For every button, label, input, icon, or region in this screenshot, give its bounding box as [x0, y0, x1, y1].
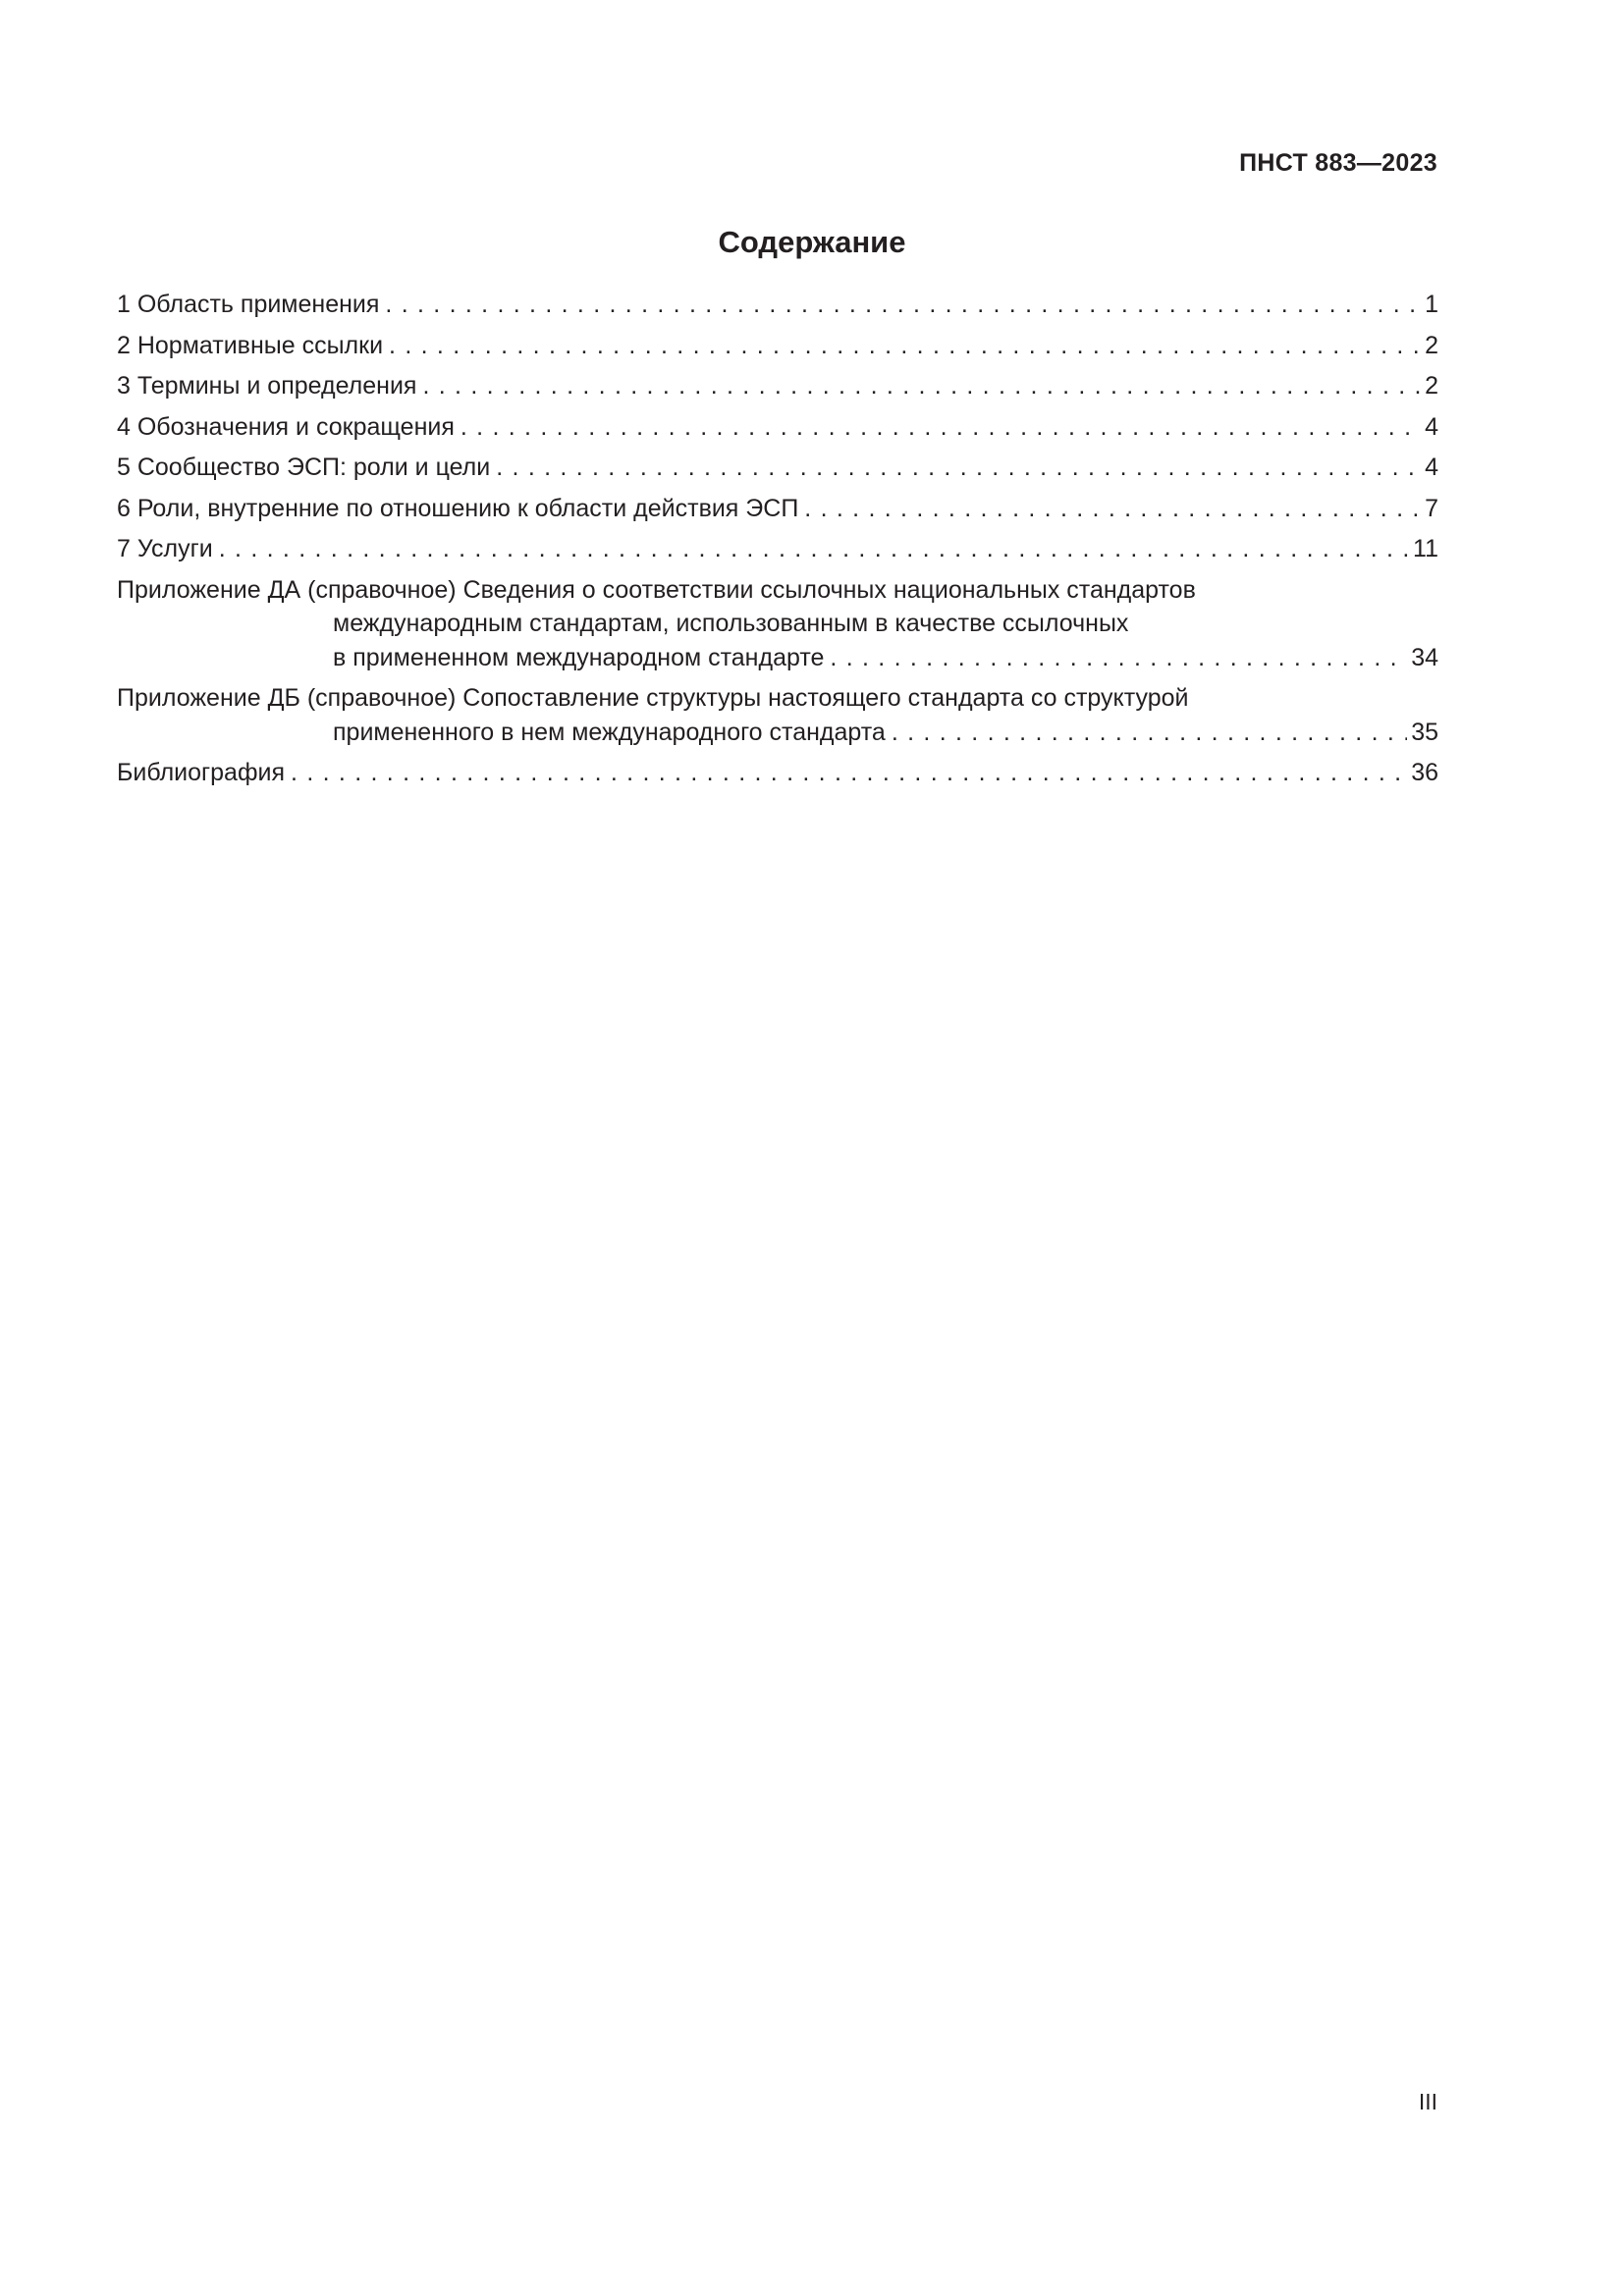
dot-leader — [830, 641, 1407, 675]
toc-entry-scope[interactable] — [117, 288, 1438, 322]
toc-page-number: 1 — [1425, 291, 1438, 318]
toc-entry-label: 4 Обозначения и сокращения — [117, 412, 455, 441]
toc-entry-label: 7 Услуги — [117, 535, 213, 562]
toc-entry-community[interactable] — [117, 451, 1438, 485]
toc-entry-label: 2 Нормативные ссылки — [117, 331, 384, 359]
toc-page-number: 2 — [1425, 372, 1438, 400]
dot-leader — [892, 716, 1407, 750]
toc-entry-internal-roles[interactable] — [117, 492, 1438, 526]
toc-entry-terms[interactable] — [117, 369, 1438, 403]
toc-entry-label: 1 Область применения — [117, 291, 380, 318]
toc-title: Содержание — [718, 225, 906, 259]
document-code: ПНСТ 883—2023 — [1239, 149, 1437, 177]
toc-entry-label: 5 Сообщество ЭСП: роли и цели — [117, 454, 491, 481]
toc-page-number: 34 — [1411, 643, 1438, 671]
table-of-contents — [117, 288, 1438, 797]
toc-entry-bibliography[interactable] — [117, 756, 1438, 790]
toc-entry-normative-references[interactable] — [117, 329, 1438, 363]
toc-entry-label: Библиография — [117, 759, 286, 786]
toc-entry-label: в примененном международном стандарте — [333, 643, 825, 671]
dot-leader — [385, 288, 1421, 322]
dot-leader — [389, 329, 1421, 363]
dot-leader — [460, 410, 1421, 445]
toc-page-number: 4 — [1425, 454, 1438, 481]
toc-entry-appendix-da[interactable] — [117, 573, 1438, 675]
toc-page-number: 2 — [1425, 331, 1438, 359]
dot-leader — [496, 451, 1421, 485]
toc-entry-label: 3 Термины и определения — [117, 372, 417, 400]
toc-entry-appendix-db[interactable] — [117, 681, 1438, 749]
toc-entry-label: 6 Роли, внутренние по отношению к области действия ЭСП — [117, 494, 799, 522]
toc-page-number: 35 — [1411, 718, 1438, 746]
toc-page-number: 7 — [1425, 494, 1438, 522]
toc-entry-abbreviations[interactable] — [117, 410, 1438, 445]
dot-leader — [804, 492, 1421, 526]
toc-entry-label: международным стандартам, использованным в качестве ссылочных — [333, 610, 1129, 637]
dot-leader — [219, 532, 1409, 566]
toc-page-number: 4 — [1425, 412, 1438, 441]
toc-entry-label: Приложение ДА (справочное) Сведения о соответствии ссылочных национальных стандартов — [117, 575, 1196, 604]
toc-entry-label: Приложение ДБ (справочное) Сопоставление структуры настоящего стандарта со структурой — [117, 684, 1189, 712]
toc-page-number: 36 — [1411, 759, 1438, 786]
dot-leader — [291, 756, 1407, 790]
toc-entry-label: примененного в нем международного стандарта — [333, 718, 886, 746]
dot-leader — [422, 369, 1421, 403]
toc-page-number: 11 — [1413, 535, 1438, 562]
page-number: III — [1418, 2089, 1437, 2114]
toc-entry-services[interactable] — [117, 532, 1438, 566]
